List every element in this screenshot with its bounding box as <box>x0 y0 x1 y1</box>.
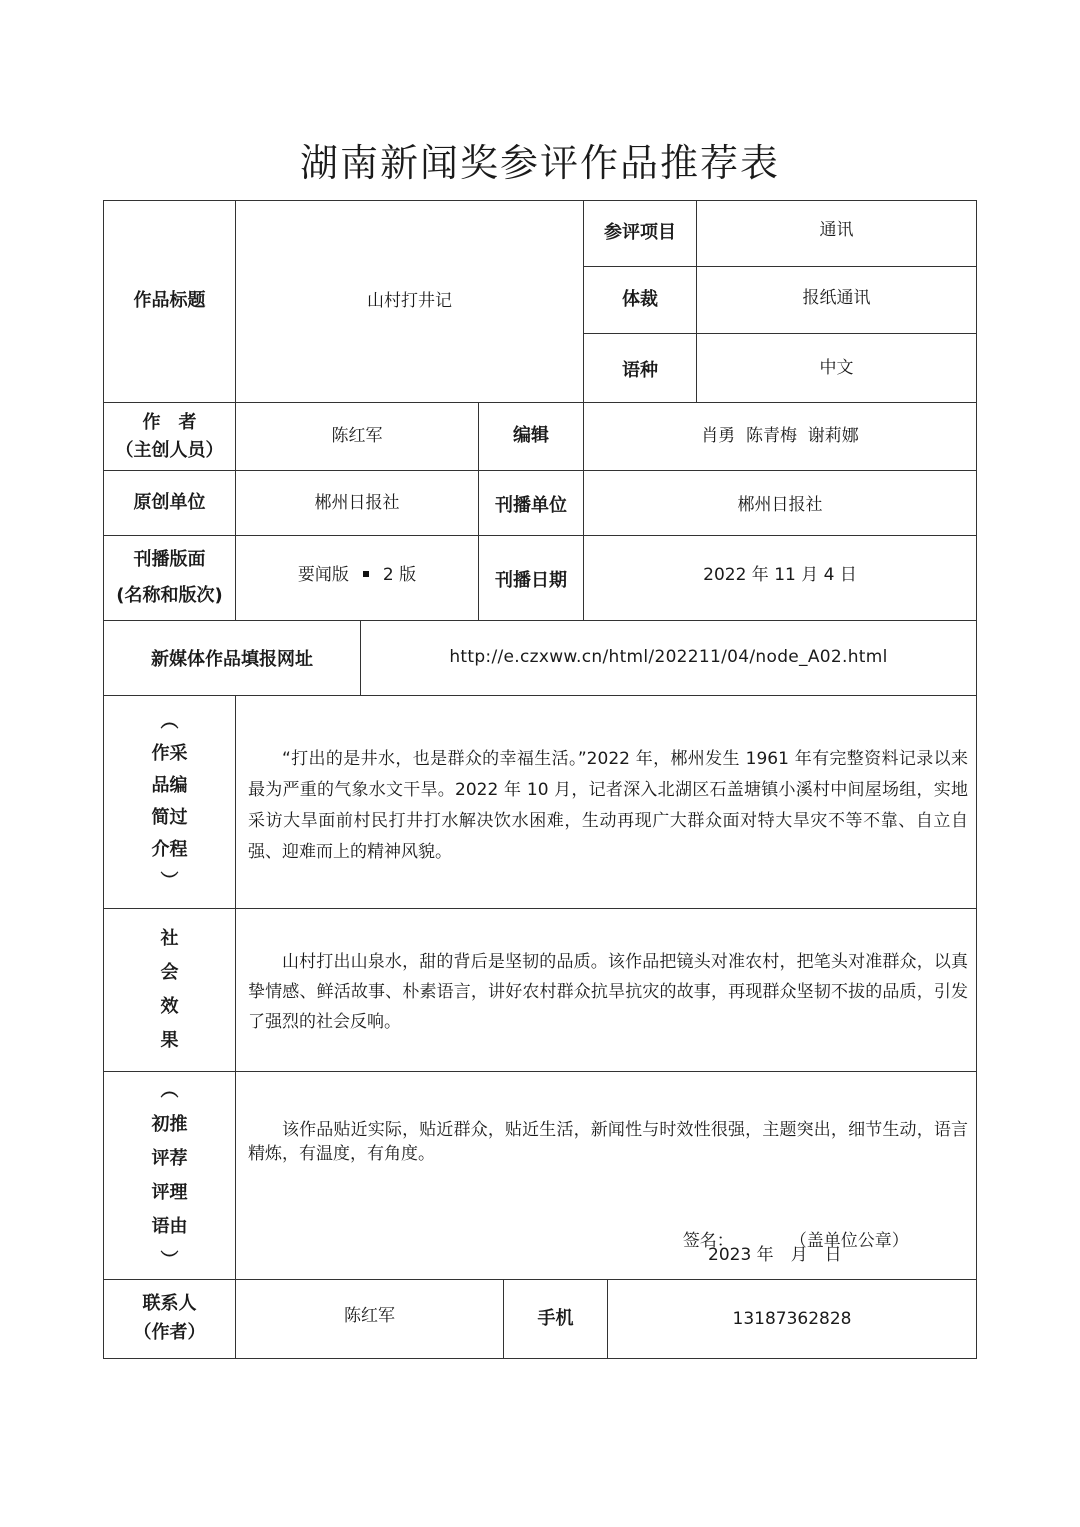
value-language: 中文 <box>819 357 854 378</box>
value-recommendation-reason: 该作品贴近实际，贴近群众，贴近生活，新闻性与时效性很强，主题突出，细节生动，语言精炼，有温度，有角度。 <box>248 1120 968 1164</box>
label-contact-line1: 联系人 <box>142 1293 197 1315</box>
value-work-title: 山村打井记 <box>367 291 452 312</box>
label-editor: 编辑 <box>513 425 549 447</box>
label-page-line2: (名称和版次) <box>116 585 223 606</box>
effect-label-0: 社 <box>160 928 179 949</box>
intro-label-3: 简过 <box>151 807 188 828</box>
label-page-line1: 刊播版面 <box>133 549 206 570</box>
label-recommendation-reason <box>104 1072 235 1279</box>
value-author: 陈红军 <box>331 426 383 447</box>
value-contact: 陈红军 <box>344 1305 395 1326</box>
value-editors: 肖勇 陈青梅 谢莉娜 <box>701 426 859 447</box>
value-page <box>236 536 478 620</box>
intro-label-0: ︵ <box>160 711 179 732</box>
value-origin-unit: 郴州日报社 <box>314 492 400 513</box>
effect-label-2: 效 <box>160 996 179 1017</box>
label-genre: 体裁 <box>622 288 658 310</box>
seal-note: （盖单位公章） <box>789 1231 909 1251</box>
reason-label-1: 初推 <box>151 1113 188 1135</box>
label-introduction <box>104 696 235 908</box>
intro-label-2: 品编 <box>151 775 188 796</box>
value-social-effect: 山村打出山泉水，甜的背后是坚韧的品质。该作品把镜头对准农村，把笔头对准群众，以真挚情感、鲜活故事、朴素语言，讲好农村群众抗旱抗灾的故事，再现群众坚韧不拔的品质，引发了强烈的社会反响。 <box>248 952 968 1032</box>
intro-label-1: 作采 <box>151 743 188 764</box>
value-new-media-url[interactable]: http://e.czxww.cn/html/202211/04/node_A02.html <box>449 646 888 667</box>
label-phone: 手机 <box>537 1307 574 1329</box>
label-publish-date: 刊播日期 <box>495 569 567 591</box>
reason-label-5: ︶ <box>160 1249 179 1271</box>
label-contact-line2: （作者） <box>133 1322 206 1343</box>
reason-label-0: ︵ <box>160 1079 179 1101</box>
separator-dot <box>363 571 369 577</box>
reason-label-3: 评理 <box>151 1181 188 1203</box>
reason-label-4: 语由 <box>151 1215 188 1237</box>
label-author <box>104 403 235 470</box>
signature-date: 2023 年 月 日 <box>708 1245 842 1265</box>
effect-label-3: 果 <box>160 1030 179 1051</box>
label-author-line1: 作 者 <box>142 411 197 433</box>
intro-label-5: ︶ <box>160 871 179 892</box>
label-author-line2: （主创人员） <box>115 439 224 461</box>
label-contact <box>104 1280 235 1358</box>
signature-label: 签名： <box>682 1231 734 1251</box>
value-category: 通讯 <box>819 220 854 241</box>
label-work-title: 作品标题 <box>133 290 206 312</box>
value-phone: 13187362828 <box>732 1308 852 1329</box>
intro-label-4: 介程 <box>151 839 188 860</box>
label-language: 语种 <box>622 359 658 381</box>
value-page-number: 2 版 <box>382 564 417 585</box>
label-origin-unit: 原创单位 <box>133 491 206 513</box>
value-publish-date: 2022 年 11 月 4 日 <box>703 564 857 585</box>
label-social-effect <box>104 909 235 1071</box>
value-introduction: “打出的是井水，也是群众的幸福生活。”2022 年，郴州发生 1961 年有完整资料记录以来最为严重的气象水文干旱。2022 年 10 月，记者深入北湖区石盖塘镇小溪村中间屋场组，实地采访大旱面前村民打井打水解决饮水困难，生动再现广大群众面对特大旱灾不等不靠、自立自强、迎难而上的精神风貌。 <box>248 749 968 862</box>
value-publish-unit: 郴州日报社 <box>737 494 823 515</box>
label-page <box>104 536 235 620</box>
value-genre: 报纸通讯 <box>802 287 871 308</box>
value-page-name: 要闻版 <box>297 564 349 585</box>
effect-label-1: 会 <box>160 962 179 983</box>
label-category: 参评项目 <box>604 222 676 244</box>
reason-label-2: 评荐 <box>151 1147 188 1169</box>
label-new-media-url: 新媒体作品填报网址 <box>151 648 313 670</box>
form-title: 湖南新闻奖参评作品推荐表 <box>299 141 780 185</box>
label-publish-unit: 刊播单位 <box>495 494 567 516</box>
